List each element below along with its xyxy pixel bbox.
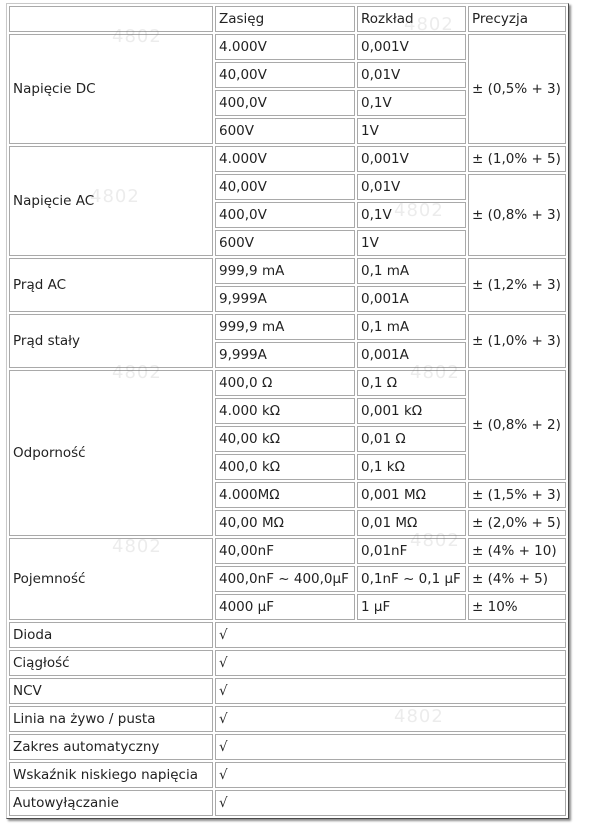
accuracy-value: ± (1,0% + 3) bbox=[468, 314, 566, 368]
table-row bbox=[9, 146, 566, 172]
section-label: Pojemność bbox=[9, 538, 213, 620]
resolution-value: 0,1 kΩ bbox=[357, 454, 466, 480]
feature-row bbox=[9, 734, 566, 760]
accuracy-value: ± (0,8% + 3) bbox=[468, 174, 566, 256]
range-value: 600V bbox=[215, 230, 355, 256]
range-value: 4.000V bbox=[215, 34, 355, 60]
accuracy-value: ± (4% + 5) bbox=[468, 566, 566, 592]
table-row bbox=[9, 314, 566, 340]
table-row bbox=[9, 34, 566, 60]
resolution-value: 0,001A bbox=[357, 286, 466, 312]
accuracy-value: ± (0,8% + 2) bbox=[468, 370, 566, 480]
accuracy-value: ± (2,0% + 5) bbox=[468, 510, 566, 536]
feature-check: √ bbox=[215, 734, 566, 760]
feature-label: Dioda bbox=[9, 622, 213, 648]
range-value: 400,0V bbox=[215, 90, 355, 116]
section-label: Napięcie DC bbox=[9, 34, 213, 144]
feature-check: √ bbox=[215, 762, 566, 788]
section-label: Prąd stały bbox=[9, 314, 213, 368]
range-value: 4.000V bbox=[215, 146, 355, 172]
resolution-value: 1V bbox=[357, 230, 466, 256]
feature-label: Zakres automatyczny bbox=[9, 734, 213, 760]
resolution-value: 0,1V bbox=[357, 202, 466, 228]
resolution-value: 0,1 mA bbox=[357, 258, 466, 284]
range-value: 9,999A bbox=[215, 342, 355, 368]
range-value: 400,0nF ~ 400,0µF bbox=[215, 566, 355, 592]
resolution-value: 0,001V bbox=[357, 146, 466, 172]
feature-row bbox=[9, 650, 566, 676]
resolution-value: 0,1 Ω bbox=[357, 370, 466, 396]
table-row bbox=[9, 258, 566, 284]
feature-row bbox=[9, 790, 566, 816]
range-value: 40,00 MΩ bbox=[215, 510, 355, 536]
feature-check: √ bbox=[215, 678, 566, 704]
accuracy-value: ± (1,0% + 5) bbox=[468, 146, 566, 172]
feature-check: √ bbox=[215, 650, 566, 676]
range-value: 999,9 mA bbox=[215, 258, 355, 284]
feature-check: √ bbox=[215, 622, 566, 648]
feature-check: √ bbox=[215, 706, 566, 732]
accuracy-value: ± (0,5% + 3) bbox=[468, 34, 566, 144]
resolution-value: 0,001A bbox=[357, 342, 466, 368]
range-value: 4000 µF bbox=[215, 594, 355, 620]
header-empty-cell bbox=[9, 6, 213, 32]
resolution-value: 0,01nF bbox=[357, 538, 466, 564]
header-row bbox=[9, 6, 566, 32]
feature-label: Ciągłość bbox=[9, 650, 213, 676]
feature-row bbox=[9, 678, 566, 704]
resolution-value: 0,001V bbox=[357, 34, 466, 60]
range-value: 40,00nF bbox=[215, 538, 355, 564]
feature-row bbox=[9, 762, 566, 788]
range-value: 4.000MΩ bbox=[215, 482, 355, 508]
accuracy-value: ± (4% + 10) bbox=[468, 538, 566, 564]
accuracy-value: ± (1,5% + 3) bbox=[468, 482, 566, 508]
range-value: 400,0 kΩ bbox=[215, 454, 355, 480]
feature-row bbox=[9, 622, 566, 648]
table-row bbox=[9, 370, 566, 396]
resolution-value: 0,01 MΩ bbox=[357, 510, 466, 536]
resolution-value: 1 µF bbox=[357, 594, 466, 620]
range-value: 400,0V bbox=[215, 202, 355, 228]
section-label: Odporność bbox=[9, 370, 213, 536]
resolution-value: 0,1 mA bbox=[357, 314, 466, 340]
feature-label: NCV bbox=[9, 678, 213, 704]
feature-label: Wskaźnik niskiego napięcia bbox=[9, 762, 213, 788]
range-value: 40,00V bbox=[215, 174, 355, 200]
range-value: 4.000 kΩ bbox=[215, 398, 355, 424]
range-value: 40,00 kΩ bbox=[215, 426, 355, 452]
header-accuracy: Precyzja bbox=[468, 6, 566, 32]
table-row bbox=[9, 538, 566, 564]
feature-label: Autowyłączanie bbox=[9, 790, 213, 816]
accuracy-value: ± (1,2% + 3) bbox=[468, 258, 566, 312]
feature-row bbox=[9, 706, 566, 732]
resolution-value: 1V bbox=[357, 118, 466, 144]
range-value: 400,0 Ω bbox=[215, 370, 355, 396]
section-label: Prąd AC bbox=[9, 258, 213, 312]
feature-check: √ bbox=[215, 790, 566, 816]
resolution-value: 0,01V bbox=[357, 174, 466, 200]
header-range: Zasięg bbox=[215, 6, 355, 32]
range-value: 40,00V bbox=[215, 62, 355, 88]
resolution-value: 0,1nF ~ 0,1 µF bbox=[357, 566, 466, 592]
accuracy-value: ± 10% bbox=[468, 594, 566, 620]
resolution-value: 0,001 kΩ bbox=[357, 398, 466, 424]
resolution-value: 0,01V bbox=[357, 62, 466, 88]
resolution-value: 0,1V bbox=[357, 90, 466, 116]
header-resolution: Rozkład bbox=[357, 6, 466, 32]
range-value: 600V bbox=[215, 118, 355, 144]
range-value: 9,999A bbox=[215, 286, 355, 312]
resolution-value: 0,01 Ω bbox=[357, 426, 466, 452]
range-value: 999,9 mA bbox=[215, 314, 355, 340]
resolution-value: 0,001 MΩ bbox=[357, 482, 466, 508]
section-label: Napięcie AC bbox=[9, 146, 213, 256]
specification-table bbox=[6, 3, 569, 819]
feature-label: Linia na żywo / pusta bbox=[9, 706, 213, 732]
